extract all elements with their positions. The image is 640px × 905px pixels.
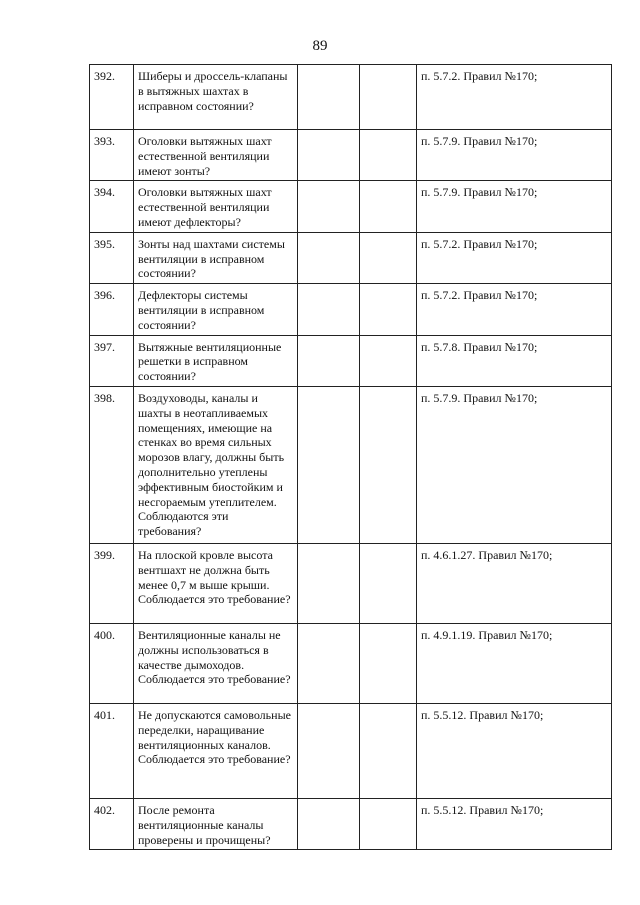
question-cell: Шиберы и дроссель-клапаны в вытяжных шахтах в исправном состоянии? [134, 65, 298, 130]
row-number: 393. [90, 130, 134, 181]
table-row [90, 543, 612, 623]
table-row [90, 703, 612, 798]
table-row [90, 181, 612, 232]
answer-no-cell [360, 703, 417, 798]
answer-yes-cell [298, 543, 360, 623]
answer-yes-cell [298, 65, 360, 130]
row-number: 396. [90, 284, 134, 335]
row-number: 392. [90, 65, 134, 130]
answer-no-cell [360, 232, 417, 283]
row-number: 400. [90, 623, 134, 703]
reference-cell: п. 5.7.9. Правил №170; [417, 181, 612, 232]
question-cell: Оголовки вытяжных шахт естественной вентиляции имеют дефлекторы? [134, 181, 298, 232]
row-number: 399. [90, 543, 134, 623]
question-cell: Вентиляционные каналы не должны использоваться в качестве дымоходов. Соблюдается это требование? [134, 623, 298, 703]
answer-no-cell [360, 335, 417, 386]
question-cell: Оголовки вытяжных шахт естественной вентиляции имеют зонты? [134, 130, 298, 181]
row-number: 401. [90, 703, 134, 798]
answer-no-cell [360, 386, 417, 543]
answer-yes-cell [298, 335, 360, 386]
table-row [90, 335, 612, 386]
reference-cell: п. 5.7.2. Правил №170; [417, 65, 612, 130]
answer-no-cell [360, 798, 417, 849]
reference-cell: п. 4.9.1.19. Правил №170; [417, 623, 612, 703]
answer-yes-cell [298, 232, 360, 283]
question-cell: После ремонта вентиляционные каналы проверены и прочищены? [134, 798, 298, 849]
table-row [90, 65, 612, 130]
question-cell: Дефлекторы системы вентиляции в исправном состоянии? [134, 284, 298, 335]
answer-yes-cell [298, 386, 360, 543]
checklist-table [89, 64, 612, 850]
table-row [90, 386, 612, 543]
row-number: 398. [90, 386, 134, 543]
reference-cell: п. 5.5.12. Правил №170; [417, 798, 612, 849]
reference-cell: п. 5.7.9. Правил №170; [417, 130, 612, 181]
answer-no-cell [360, 543, 417, 623]
answer-yes-cell [298, 798, 360, 849]
table-row [90, 284, 612, 335]
table-row [90, 130, 612, 181]
reference-cell: п. 5.7.8. Правил №170; [417, 335, 612, 386]
reference-cell: п. 5.7.9. Правил №170; [417, 386, 612, 543]
row-number: 394. [90, 181, 134, 232]
answer-no-cell [360, 181, 417, 232]
answer-no-cell [360, 65, 417, 130]
row-number: 397. [90, 335, 134, 386]
answer-yes-cell [298, 284, 360, 335]
reference-cell: п. 4.6.1.27. Правил №170; [417, 543, 612, 623]
answer-no-cell [360, 130, 417, 181]
answer-no-cell [360, 623, 417, 703]
answer-yes-cell [298, 181, 360, 232]
answer-yes-cell [298, 130, 360, 181]
table-row [90, 623, 612, 703]
question-cell: Вытяжные вентиляционные решетки в исправном состоянии? [134, 335, 298, 386]
question-cell: Воздуховоды, каналы и шахты в неотапливаемых помещениях, имеющие на стенках во время сильных морозов влагу, должны быть дополнительно утеплены эффективным биостойким и несгораемым утеплителем. Соблюдаются эти требования? [134, 386, 298, 543]
reference-cell: п. 5.7.2. Правил №170; [417, 232, 612, 283]
reference-cell: п. 5.7.2. Правил №170; [417, 284, 612, 335]
page-number: 89 [312, 38, 328, 54]
answer-no-cell [360, 284, 417, 335]
question-cell: Не допускаются самовольные переделки, наращивание вентиляционных каналов. Соблюдается это требование? [134, 703, 298, 798]
row-number: 395. [90, 232, 134, 283]
table-row [90, 798, 612, 849]
answer-yes-cell [298, 623, 360, 703]
reference-cell: п. 5.5.12. Правил №170; [417, 703, 612, 798]
row-number: 402. [90, 798, 134, 849]
question-cell: Зонты над шахтами системы вентиляции в исправном состоянии? [134, 232, 298, 283]
answer-yes-cell [298, 703, 360, 798]
question-cell: На плоской кровле высота вентшахт не должна быть менее 0,7 м выше крыши. Соблюдается это требование? [134, 543, 298, 623]
table-row [90, 232, 612, 283]
